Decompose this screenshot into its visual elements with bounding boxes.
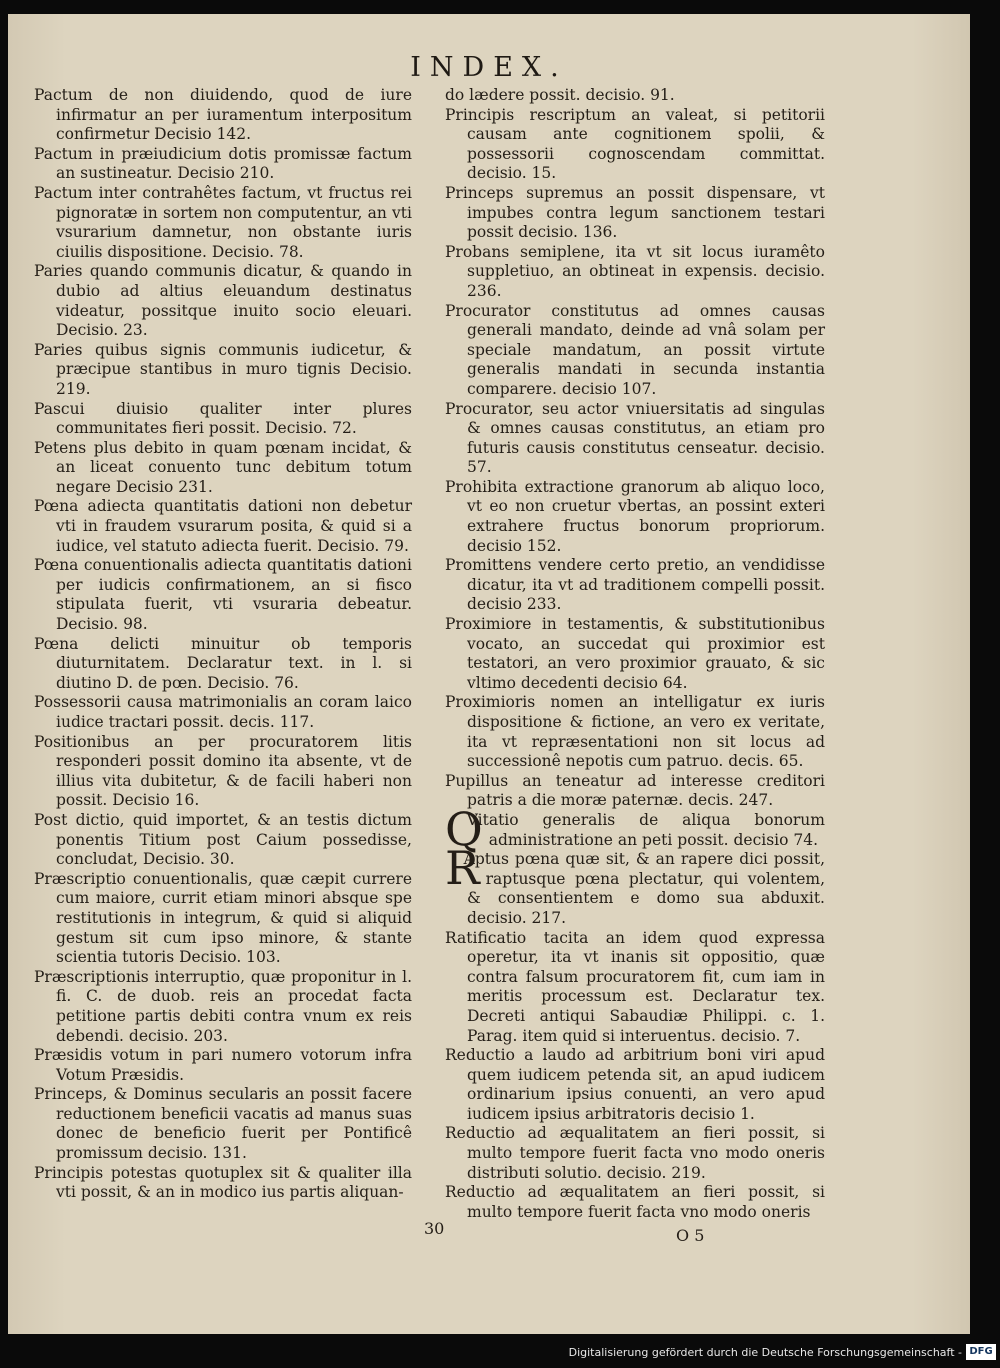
index-entry: Post dictio, quid importet, & an testis dictum ponentis Titium post Caium possedisse, concludat, Decisio. 30. (34, 810, 412, 869)
right-column (445, 86, 825, 1222)
index-entry: Procurator constitutus ad omnes causas generali mandato, deinde ad vnâ solam per speciale mandatum, an possit virtute generalis mandati in secunda instantia comparere. decisio 107. (445, 301, 825, 398)
index-entry: Petens plus debito in quam pœnam incidat, & an liceat conuento tunc debitum totum negare Decisio 231. (34, 438, 412, 496)
index-entry: Princeps supremus an possit dispensare, vt impubes contra legum sanctionem testari possit decisio. 136. (445, 183, 825, 242)
index-entry: Pœna conuentionalis adiecta quantitatis dationi per iudicis confirmationem, an si fisco stipulata fuerit, vti vsuraria debeatur. Decisio. 98. (34, 556, 412, 634)
catchword: O 5 (676, 1226, 705, 1245)
index-entry: Principis rescriptum an valeat, si petitorii causam ante cognitionem spolii, & possessorii cognoscendam committat. decisio. 15. (445, 105, 825, 183)
index-entry: Possessorii causa matrimonialis an coram laico iudice tractari possit. decis. 117. (34, 693, 412, 731)
index-entry: Proximiore in testamentis, & substitutionibus vocato, an succedat qui proximior est testatori, an vero proximior grauato, & sic vltimo decedenti decisio 64. (445, 615, 825, 692)
margin-number: 30 (424, 1219, 445, 1238)
index-entry: Præscriptionis interruptio, quæ proponitur in l. fi. C. de duob. reis an procedat facta petitione partis debiti contra vnum ex reis debendi. decisio. 203. (34, 967, 412, 1045)
index-entry: Reductio a laudo ad arbitrium boni viri apud quem iudicem petenda sit, an apud iudicem ordinarium ipsius conuenti, an vero apud iudicem ipsius arbitratoris decisio 1. (445, 1046, 825, 1123)
index-entry: Probans semiplene, ita vt sit locus iuramêto suppletiuo, an obtineat in expensis. decisio. 236. (445, 242, 825, 300)
index-entry: Pœna delicti minuitur ob temporis diuturnitatem. Declaratur text. in l. si diutino D. de pœn. Decisio. 76. (34, 634, 412, 692)
left-column (34, 86, 412, 1203)
index-entry: Ratificatio tacita an idem quod expressa operetur, ita vt inanis sit oppositio, quæ contra falsum procuratorem fit, cum iam in meritis processum est. Declaratur tex. Decreti antiqui Sabaudiæ Philippi. c. 1. Parag. item quid si interuentus. decisio. 7. (445, 928, 825, 1045)
index-entry: Paries quando communis dicatur, & quando in dubio ad altius eleuandum destinatus videatur, possitque inuito socio eleuari. Decisio. 23. (34, 262, 412, 340)
index-entry: Reductio ad æqualitatem an fieri possit, si multo tempore fuerit facta vno modo oneris (445, 1183, 825, 1221)
index-entry: Pupillus an teneatur ad interesse creditori patris a die moræ paternæ. decis. 247. (445, 771, 825, 810)
index-entry: Proximioris nomen an intelligatur ex iuris dispositione & fictione, an vero ex veritate, ita vt repræsentationi non sit locus ad successionê nepotis cum patruo. decis. 65. (445, 693, 825, 771)
footer-credit: Digitalisierung gefördert durch die Deutsche Forschungsgemeinschaft - (568, 1346, 962, 1359)
index-entry: Præscriptio conuentionalis, quæ cæpit currere cum maiore, currit etiam minori absque spe restitutionis in integrum, & quid si aliquid gestum sit cum ipso minore, & stante scientia tutoris Decisio. 103. (34, 869, 412, 967)
index-entry: Positionibus an per procuratorem litis responderi possit domino ita absente, vt de illius vita dubitetur, & de facili haberi non possit. Decisio 16. (34, 732, 412, 810)
index-entry: Prohibita extractione granorum ab aliquo loco, vt eo non cruetur vbertas, an possint exteri extrahere fructus bonorum propriorum. decisio 152. (445, 477, 825, 555)
index-entry: Principis potestas quotuplex sit & qualiter illa vti possit, & an in modico ius partis aliquan- (34, 1163, 412, 1202)
page-title: INDEX. (410, 52, 568, 83)
dfg-logo: DFG (966, 1344, 996, 1360)
index-entry: Promittens vendere certo pretio, an vendidisse dicatur, ita vt ad traditionem compelli possit. decisio 233. (445, 556, 825, 614)
index-entry: Pœna adiecta quantitatis dationi non debetur vti in fraudem vsurarum posita, & quid si a iudice, vel statuto adiecta fuerit. Decisio. 79. (34, 497, 412, 555)
index-entry: Princeps, & Dominus secularis an possit facere reductionem beneficii vacatis ad manus suas donec de beneficio fuerit per Pontificê promissum decisio. 131. (34, 1085, 412, 1163)
index-entry: Pactum de non diuidendo, quod de iure infirmatur an per iuramentum interpositum confirmetur Decisio 142. (34, 86, 412, 144)
index-entry: do lædere possit. decisio. 91. (445, 86, 675, 104)
index-entry: Pascui diuisio qualiter inter plures communitates fieri possit. Decisio. 72. (34, 399, 412, 438)
index-entry: Pactum inter contrahêtes factum, vt fructus rei pignoratæ in sortem non computentur, an vti vsurarium damnetur, non obstante iuris ciuilis dispositione. Decisio. 78. (34, 183, 412, 261)
index-entry: RAptus pœna quæ sit, & an rapere dici possit, raptusque pœna plectatur, qui volentem, & consentientem e domo sua abduxit. decisio. 217. (445, 841, 825, 927)
index-entry: Pactum in præiudicium dotis promissæ factum an sustineatur. Decisio 210. (34, 144, 412, 183)
book-page (8, 14, 970, 1334)
index-entry: QVitatio generalis de aliqua bonorum administratione an peti possit. decisio 74. (445, 801, 825, 856)
index-entry: Procurator, seu actor vniuersitatis ad singulas & omnes causas constitutus, an etiam pro futuris causis constitutus censeatur. decisio. 57. (445, 399, 825, 477)
index-entry: Reductio ad æqualitatem an fieri possit, si multo tempore fuerit facta vno modo oneris distributi solutio. decisio. 219. (445, 1124, 825, 1182)
index-entry: Paries quibus signis communis iudicetur, & præcipue stantibus in muro tignis Decisio. 219. (34, 340, 412, 398)
index-entry: Præsidis votum in pari numero votorum infra Votum Præsidis. (34, 1046, 412, 1084)
